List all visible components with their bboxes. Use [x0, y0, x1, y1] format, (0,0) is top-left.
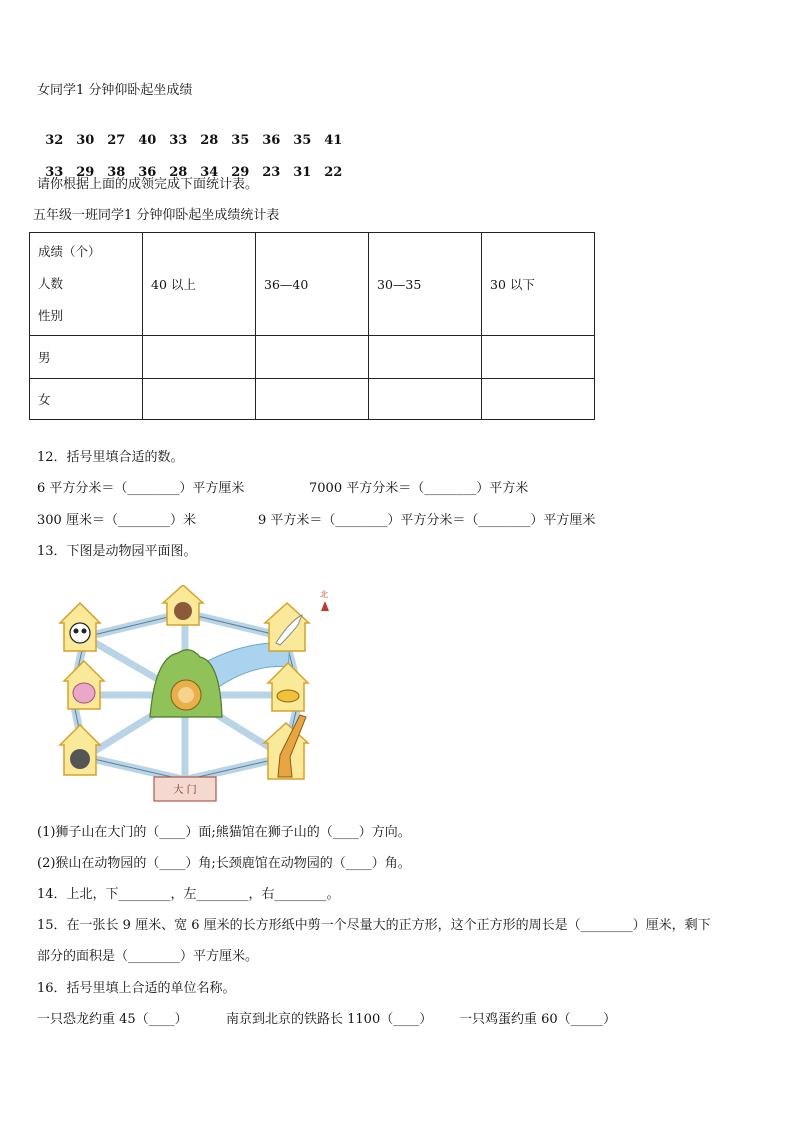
header-line: 性别	[38, 308, 64, 323]
table-header-row	[30, 233, 595, 336]
table-instruction: 请你根据上面的成领完成下面统计表。	[37, 177, 259, 192]
column-header: 30 以下	[482, 233, 595, 336]
row-header: 男	[30, 336, 143, 379]
question-12-line-1b: 7000 平方分米＝（________）平方米	[309, 481, 529, 496]
score: 33	[169, 133, 188, 148]
table-cell[interactable]	[143, 336, 256, 379]
question-15-line-1: 15．在一张长 9 厘米、宽 6 厘米的长方形纸中剪一个尽量大的正方形，这个正方形的周长是（________）厘米，剩下	[37, 918, 711, 933]
score: 36	[138, 165, 157, 180]
question-16-item-1: 一只恐龙约重 45（____）	[37, 1012, 188, 1027]
column-header: 40 以上	[143, 233, 256, 336]
score: 29	[76, 165, 95, 180]
question-16-title: 16．括号里填上合适的单位名称。	[37, 981, 236, 996]
score: 41	[324, 133, 343, 148]
column-header: 36—40	[256, 233, 369, 336]
question-16-item-2: 南京到北京的铁路长 1100（____）	[226, 1012, 433, 1027]
table-cell[interactable]	[369, 336, 482, 379]
monkey-house-top	[163, 585, 203, 625]
table-cell[interactable]	[256, 336, 369, 379]
question-15-line-2: 部分的面积是（________）平方厘米。	[37, 949, 259, 964]
giraffe-house	[264, 715, 308, 779]
question-13-title: 13．下图是动物园平面图。	[37, 544, 197, 559]
score: 28	[200, 133, 219, 148]
question-12-line-2a: 300 厘米＝（________）米	[37, 513, 196, 528]
row-header: 女	[30, 379, 143, 420]
statistics-table	[29, 232, 595, 420]
score: 35	[231, 133, 250, 148]
monkey-icon	[174, 602, 192, 620]
score: 29	[231, 165, 250, 180]
question-13-sub-1: (1)狮子山在大门的（____）面;熊猫馆在狮子山的（____）方向。	[37, 825, 411, 840]
crane-house	[265, 603, 309, 651]
fish-icon	[277, 690, 299, 702]
table-cell[interactable]	[256, 379, 369, 420]
score: 32	[45, 133, 64, 148]
table-cell[interactable]	[369, 379, 482, 420]
score: 28	[169, 165, 188, 180]
column-header: 30—35	[369, 233, 482, 336]
header-line: 人数	[38, 276, 64, 291]
score: 33	[45, 165, 64, 180]
score: 35	[293, 133, 312, 148]
score: 36	[262, 133, 281, 148]
gorilla-house	[60, 725, 100, 775]
north-label: 北	[320, 590, 328, 599]
zoo-map	[50, 585, 340, 809]
question-16-item-3: 一只鸡蛋约重 60（_____）	[459, 1012, 617, 1027]
fish-house	[268, 663, 308, 711]
girls-scores-row-1	[37, 114, 355, 150]
girls-score-title: 女同学1 分钟仰卧起坐成绩	[37, 83, 193, 98]
score: 34	[200, 165, 219, 180]
score: 23	[262, 165, 281, 180]
north-arrow-icon	[321, 601, 329, 611]
table-title: 五年级一班同学1 分钟仰卧起坐成绩统计表	[33, 208, 280, 223]
gorilla-icon	[70, 749, 90, 769]
table-cell[interactable]	[143, 379, 256, 420]
question-13-sub-2: (2)猴山在动物园的（____）角;长颈鹿馆在动物园的（____）角。	[37, 856, 411, 871]
score: 27	[107, 133, 126, 148]
score: 30	[76, 133, 95, 148]
table-row	[30, 336, 595, 379]
question-12-line-1a: 6 平方分米＝（________）平方厘米	[37, 481, 245, 496]
question-12-title: 12．括号里填合适的数。	[37, 450, 184, 465]
question-12-line-2b: 9 平方米＝（________）平方分米＝（________）平方厘米	[258, 513, 596, 528]
table-cell[interactable]	[482, 336, 595, 379]
table-cell[interactable]	[482, 379, 595, 420]
score: 31	[293, 165, 312, 180]
header-line: 成绩（个）	[38, 244, 101, 259]
panda-icon	[70, 623, 90, 643]
gate-label: 大 门	[173, 785, 197, 796]
table-row	[30, 379, 595, 420]
elephant-icon	[73, 683, 95, 703]
table-corner-header	[30, 233, 143, 336]
score: 40	[138, 133, 157, 148]
elephant-house	[64, 661, 104, 709]
panda-house	[60, 603, 100, 651]
question-14: 14．上北，下________，左________，右________。	[37, 887, 340, 902]
score: 22	[324, 165, 343, 180]
score: 38	[107, 165, 126, 180]
